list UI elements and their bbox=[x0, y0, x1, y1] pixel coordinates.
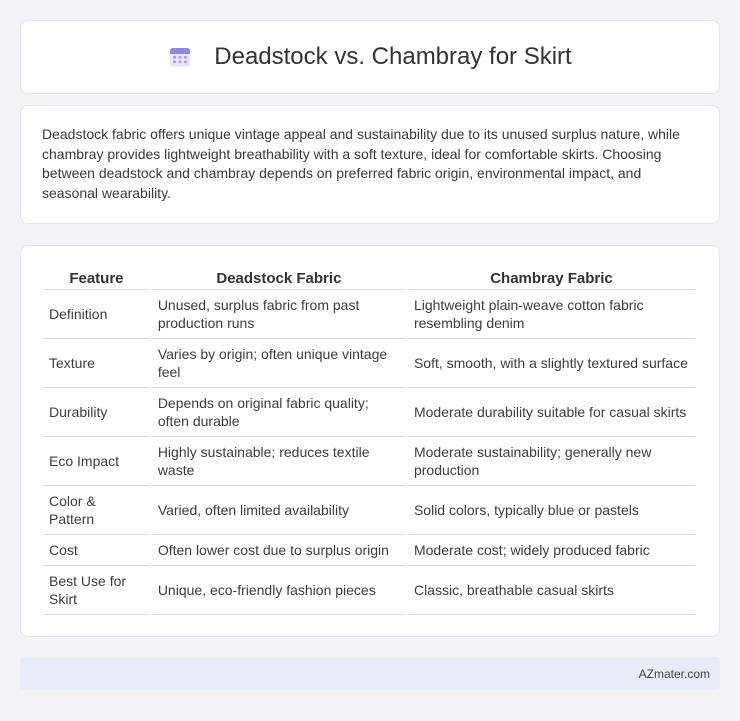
feature-cell: Cost bbox=[43, 535, 150, 566]
description-card bbox=[20, 105, 720, 224]
header-deadstock: Deadstock Fabric bbox=[152, 264, 406, 290]
chambray-cell: Soft, smooth, with a slightly textured surface bbox=[408, 339, 695, 388]
footer-bar bbox=[20, 657, 720, 690]
title-card bbox=[20, 20, 720, 94]
chambray-cell: Solid colors, typically blue or pastels bbox=[408, 486, 695, 535]
feature-cell: Texture bbox=[43, 339, 150, 388]
header-feature: Feature bbox=[43, 264, 150, 290]
table-row bbox=[43, 566, 695, 615]
calendar-icon bbox=[168, 45, 192, 69]
header-chambray: Chambray Fabric bbox=[408, 264, 695, 290]
feature-cell: Definition bbox=[43, 290, 150, 339]
table-row bbox=[43, 339, 695, 388]
feature-cell: Best Use for Skirt bbox=[43, 566, 150, 615]
feature-cell: Color & Pattern bbox=[43, 486, 150, 535]
chambray-cell: Lightweight plain-weave cotton fabric resembling denim bbox=[408, 290, 695, 339]
feature-cell: Durability bbox=[43, 388, 150, 437]
table-row bbox=[43, 388, 695, 437]
table-row bbox=[43, 535, 695, 566]
table-row bbox=[43, 437, 695, 486]
deadstock-cell: Often lower cost due to surplus origin bbox=[152, 535, 406, 566]
deadstock-cell: Unique, eco-friendly fashion pieces bbox=[152, 566, 406, 615]
deadstock-cell: Varied, often limited availability bbox=[152, 486, 406, 535]
deadstock-cell: Highly sustainable; reduces textile waste bbox=[152, 437, 406, 486]
footer-brand[interactable]: AZmater.com bbox=[638, 666, 710, 681]
feature-cell: Eco Impact bbox=[43, 437, 150, 486]
table-row bbox=[43, 486, 695, 535]
chambray-cell: Classic, breathable casual skirts bbox=[408, 566, 695, 615]
title-wrap bbox=[168, 43, 571, 71]
chambray-cell: Moderate cost; widely produced fabric bbox=[408, 535, 695, 566]
page-title: Deadstock vs. Chambray for Skirt bbox=[214, 43, 572, 70]
comparison-table bbox=[41, 264, 697, 615]
deadstock-cell: Depends on original fabric quality; often durable bbox=[152, 388, 406, 437]
table-row bbox=[43, 290, 695, 339]
chambray-cell: Moderate durability suitable for casual skirts bbox=[408, 388, 695, 437]
comparison-card bbox=[20, 245, 720, 637]
deadstock-cell: Varies by origin; often unique vintage feel bbox=[152, 339, 406, 388]
description-text: Deadstock fabric offers unique vintage appeal and sustainability due to its unused surplus nature, while chambray provides lightweight breathability with a soft texture, ideal for comfortable skirts. Choosing between deadstock and chambray depends on preferred fabric origin, environmental impact, and seasonal wearability. bbox=[42, 126, 680, 201]
table-header-row bbox=[43, 264, 695, 290]
deadstock-cell: Unused, surplus fabric from past production runs bbox=[152, 290, 406, 339]
chambray-cell: Moderate sustainability; generally new production bbox=[408, 437, 695, 486]
